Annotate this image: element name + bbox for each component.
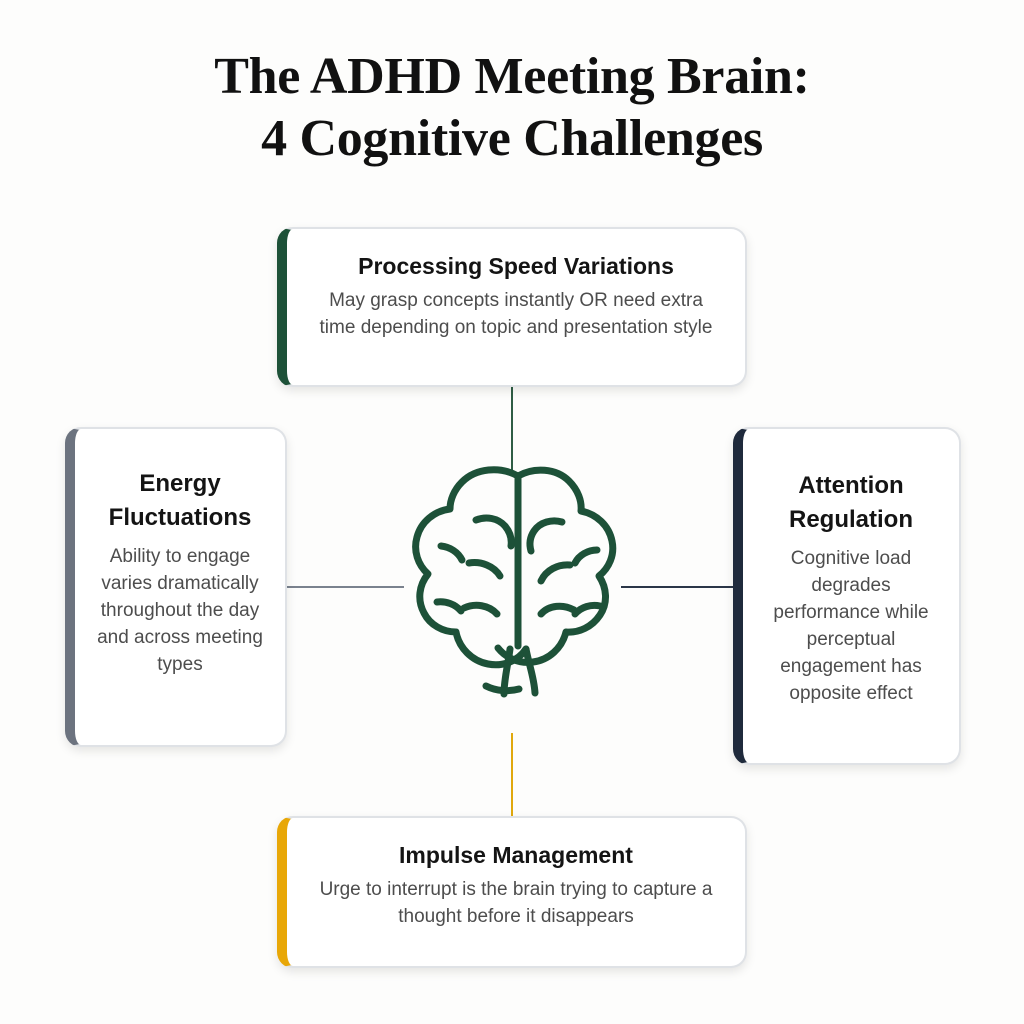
- card-title-processing-speed: Processing Speed Variations: [358, 253, 674, 279]
- card-title-impulse-management: Impulse Management: [399, 842, 633, 868]
- card-title-energy-fluctuations: Energy Fluctuations: [108, 470, 252, 531]
- card-title-attention-regulation: Attention Regulation: [789, 472, 913, 533]
- card-body-processing-speed: May grasp concepts instantly OR need extra time depending on topic and presentation style: [319, 290, 713, 338]
- card-attention-regulation[interactable]: [733, 427, 961, 765]
- card-body-energy-fluctuations: Ability to engage varies dramatically throughout the day and across meeting types: [97, 546, 263, 675]
- title-line-2: 4 Cognitive Challenges: [261, 110, 763, 167]
- card-processing-speed-variations[interactable]: [277, 227, 747, 387]
- card-energy-fluctuations[interactable]: [65, 427, 287, 747]
- card-body-attention-regulation: Cognitive load degrades performance while perceptual engagement has opposite effect: [773, 548, 929, 704]
- page-title: [0, 46, 1024, 170]
- connector-line-bottom: [511, 733, 513, 821]
- card-body-impulse-management: Urge to interrupt is the brain trying to capture a thought before it disappears: [319, 879, 713, 927]
- brain-icon: [368, 450, 658, 722]
- title-line-1: The ADHD Meeting Brain:: [214, 48, 810, 105]
- card-impulse-management[interactable]: [277, 816, 747, 968]
